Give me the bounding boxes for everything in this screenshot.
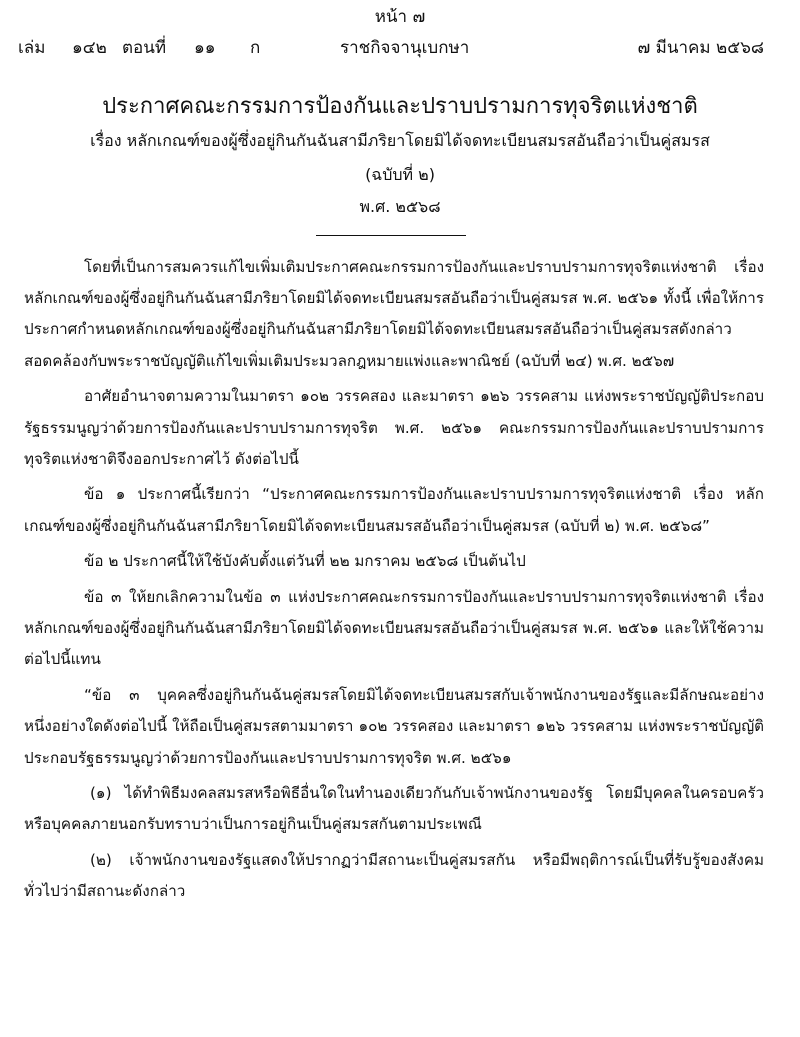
- authority-paragraph: อาศัยอำนาจตามความในมาตรา ๑๐๒ วรรคสอง และมาตรา ๑๒๖ วรรคสาม แห่งพระราชบัญญัติประกอบรัฐธรรมนูญว่าด้วยการป้องกันและปราบปรามการทุจริต พ.ศ. ๒๕๖๑ คณะกรรมการป้องกันและปราบปรามการทุจริตแห่งชาติจึงออกประกาศไว้ ดังต่อไปนี้: [24, 387, 764, 468]
- volume-number: ๑๔๒: [72, 38, 107, 58]
- section-letter: ก: [250, 38, 261, 58]
- gazette-header: [18, 36, 764, 60]
- sub-item-1-paragraph: (๑) ได้ทำพิธีมงคลสมรสหรือพิธีอื่นใดในทำนองเดียวกันกับเจ้าพนักงานของรัฐ โดยมีบุคคลในครอบครัวหรือบุคคลภายนอกรับทราบว่าเป็นการอยู่กินเป็นคู่สมรสกันตามประเพณี: [24, 784, 764, 834]
- volume-label: เล่ม: [18, 38, 46, 58]
- publication-date: ๗ มีนาคม ๒๕๖๘: [637, 38, 764, 58]
- sub-item-2-paragraph: (๒) เจ้าพนักงานของรัฐแสดงให้ปรากฏว่ามีสถานะเป็นคู่สมรสกัน หรือมีพฤติการณ์เป็นที่รับรู้ของสังคมทั่วไปว่ามีสถานะดังกล่าว: [24, 851, 764, 901]
- preamble-paragraph: โดยที่เป็นการสมควรแก้ไขเพิ่มเติมประกาศคณะกรรมการป้องกันและปราบปรามการทุจริตแห่งชาติ เรื่อง หลักเกณฑ์ของผู้ซึ่งอยู่กินกันฉันสามีภริยาโดยมิได้จดทะเบียนสมรสอันถือว่าเป็นคู่สมรส พ.ศ. ๒๕๖๑ ทั้งนี้ เพื่อให้การประกาศกำหนดหลักเกณฑ์ของผู้ซึ่งอยู่กินกันฉันสามีภริยาโดยมิได้จดทะเบียนสมรสอันถือว่าเป็นคู่สมรสดังกล่าว สอดคล้องกับพระราชบัญญัติแก้ไขเพิ่มเติมประมวลกฎหมายแพ่งและพาณิชย์ (ฉบับที่ ๒๔) พ.ศ. ๒๕๖๗: [24, 258, 764, 370]
- clause-1-paragraph: ข้อ ๑ ประกาศนี้เรียกว่า “ประกาศคณะกรรมการป้องกันและปราบปรามการทุจริตแห่งชาติ เรื่อง หลักเกณฑ์ของผู้ซึ่งอยู่กินกันฉันสามีภริยาโดยมิได้จดทะเบียนสมรสอันถือว่าเป็นคู่สมรส (ฉบับที่ ๒) พ.ศ. ๒๕๖๘”: [24, 485, 764, 535]
- clause-3-paragraph: ข้อ ๓ ให้ยกเลิกความในข้อ ๓ แห่งประกาศคณะกรรมการป้องกันและปราบปรามการทุจริตแห่งชาติ เรื่อง หลักเกณฑ์ของผู้ซึ่งอยู่กินกันฉันสามีภริยาโดยมิได้จดทะเบียนสมรสอันถือว่าเป็นคู่สมรส พ.ศ. ๒๕๖๑ และให้ใช้ความต่อไปนี้แทน: [24, 588, 764, 669]
- replacement-clause-paragraph: “ข้อ ๓ บุคคลซึ่งอยู่กินกันฉันคู่สมรสโดยมิได้จดทะเบียนสมรสกับเจ้าพนักงานของรัฐและมีลักษณะอย่างหนึ่งอย่างใดดังต่อไปนี้ ให้ถือเป็นคู่สมรสตามมาตรา ๑๐๒ วรรคสอง และมาตรา ๑๒๖ วรรคสาม แห่งพระราชบัญญัติประกอบรัฐธรรมนูญว่าด้วยการป้องกันและปราบปรามการทุจริต พ.ศ. ๒๕๖๑: [24, 686, 764, 767]
- clause-2-paragraph: ข้อ ๒ ประกาศนี้ให้ใช้บังคับตั้งแต่วันที่ ๒๒ มกราคม ๒๕๖๘ เป็นต้นไป: [84, 552, 526, 571]
- document-edition: (ฉบับที่ ๒): [365, 165, 435, 184]
- document-body: [24, 252, 764, 912]
- section-label: ตอนที่: [122, 38, 167, 58]
- document-title: ประกาศคณะกรรมการป้องกันและปราบปรามการทุจริตแห่งชาติ: [102, 94, 698, 119]
- section-number: ๑๑: [194, 38, 216, 58]
- page-number: หน้า ๗: [374, 7, 426, 27]
- document-year: พ.ศ. ๒๕๖๘: [359, 197, 441, 216]
- gazette-name: ราชกิจจานุเบกษา: [340, 38, 470, 58]
- document-topic: เรื่อง หลักเกณฑ์ของผู้ซึ่งอยู่กินกันฉันสามีภริยาโดยมิได้จดทะเบียนสมรสอันถือว่าเป็นคู่สมรส: [90, 131, 710, 150]
- title-divider: [316, 235, 466, 236]
